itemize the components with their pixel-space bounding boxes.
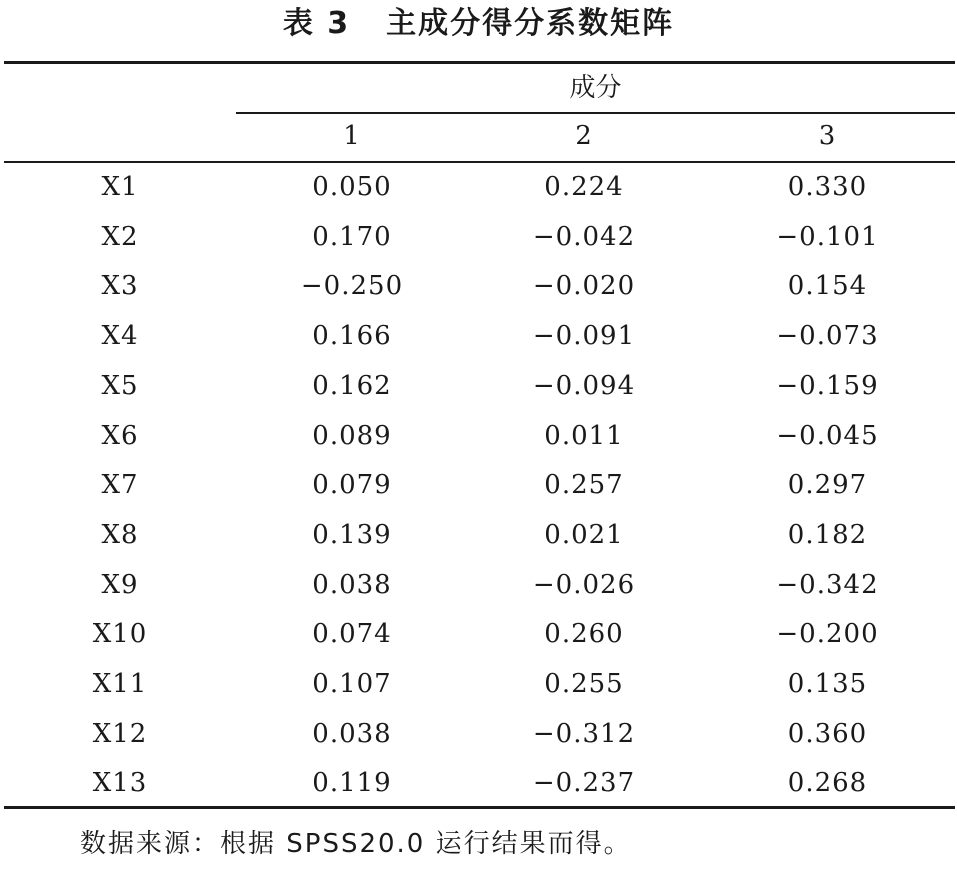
table-cell: 0.119: [312, 768, 392, 798]
row-label: X3: [101, 271, 139, 301]
table-cell: 0.224: [544, 172, 624, 202]
table-cell: −0.094: [532, 371, 636, 401]
table-title: [0, 4, 957, 44]
row-label: X2: [101, 222, 139, 252]
row-label: X7: [101, 470, 139, 500]
table-cell: −0.091: [532, 321, 636, 351]
table-cell: 0.166: [312, 321, 392, 351]
table-cell: 0.079: [312, 470, 392, 500]
table-cell: 0.021: [544, 520, 624, 550]
header-rule: [4, 161, 955, 163]
group-header: 成分: [569, 73, 622, 103]
row-label: X8: [101, 520, 139, 550]
row-label: X12: [92, 719, 148, 749]
row-label: X11: [92, 669, 148, 699]
row-label: X9: [101, 570, 139, 600]
table-cell: 0.038: [312, 570, 392, 600]
row-label: X13: [92, 768, 148, 798]
table-cell: 0.074: [312, 619, 392, 649]
table-cell: 0.182: [787, 520, 868, 550]
table-cell: 0.038: [312, 719, 392, 749]
table-cell: −0.020: [532, 271, 636, 301]
table-cell: 0.260: [544, 619, 624, 649]
table-cell: −0.200: [776, 619, 879, 649]
table-cell: −0.101: [776, 222, 879, 252]
column-header-1: 1: [343, 121, 361, 151]
table-number: 表 3: [282, 6, 351, 41]
table-title-text: 主成分得分系数矩阵: [386, 6, 675, 41]
table-cell: 0.297: [787, 470, 868, 500]
table-cell: 0.107: [312, 669, 392, 699]
bottom-rule: [4, 806, 955, 809]
row-label: X5: [101, 371, 139, 401]
table-cell: −0.073: [776, 321, 879, 351]
row-label: X6: [101, 421, 139, 451]
group-rule: [236, 112, 955, 114]
table-cell: 0.170: [312, 222, 392, 252]
table-cell: 0.139: [312, 520, 392, 550]
table-cell: 0.268: [787, 768, 868, 798]
table-cell: 0.011: [544, 421, 624, 451]
table-cell: −0.237: [532, 768, 636, 798]
table-cell: 0.255: [544, 669, 624, 699]
table-cell: −0.042: [532, 222, 636, 252]
table-cell: 0.330: [787, 172, 868, 202]
table-cell: −0.342: [776, 570, 879, 600]
column-header-3: 3: [818, 121, 837, 151]
row-label: X1: [101, 172, 139, 202]
table-cell: −0.250: [300, 271, 404, 301]
table-cell: 0.089: [312, 421, 392, 451]
table-cell: 0.162: [312, 371, 392, 401]
table-cell: −0.026: [532, 570, 636, 600]
table-cell: −0.159: [776, 371, 879, 401]
column-header-2: 2: [575, 121, 593, 151]
table-cell: 0.135: [787, 669, 868, 699]
top-rule: [4, 61, 955, 64]
table-cell: 0.257: [544, 470, 624, 500]
table-cell: −0.045: [776, 421, 879, 451]
row-label: X4: [101, 321, 139, 351]
table-cell: 0.050: [312, 172, 392, 202]
row-label: X10: [92, 619, 148, 649]
table-cell: 0.360: [787, 719, 868, 749]
table-cell: 0.154: [787, 271, 868, 301]
table-cell: −0.312: [532, 719, 636, 749]
source-note: 数据来源：根据 SPSS20.0 运行结果而得。: [80, 829, 632, 859]
